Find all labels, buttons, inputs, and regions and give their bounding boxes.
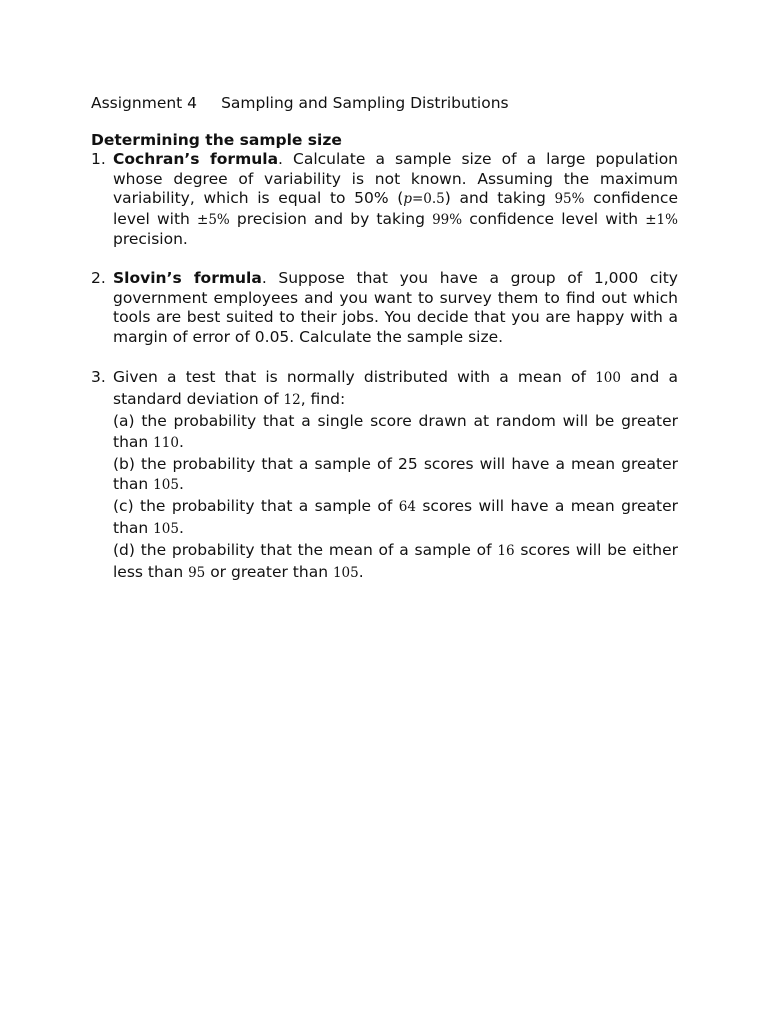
math-variable: p <box>403 191 412 208</box>
question-text: . Calculate a sample size of a large population whose degree of variability is not known. Assuming the maximum variability, which is equal to 50% ( <box>113 150 678 208</box>
part-d <box>113 540 678 584</box>
question-2 <box>91 269 678 347</box>
math-value: 105 <box>153 520 179 537</box>
math-value: 64 <box>398 499 416 516</box>
math-value: 100 <box>595 370 621 387</box>
math-value: 99% <box>432 211 463 228</box>
question-text: (d) the probability that the mean of a sample of <box>113 540 498 559</box>
document-page <box>91 92 678 583</box>
question-text: (b) the probability that a sample of 25 scores will have a mean greater than <box>113 454 678 494</box>
question-number: 2. <box>91 268 106 287</box>
question-3 <box>91 367 678 583</box>
section-title: Determining the sample size <box>91 131 342 149</box>
question-text: . <box>178 432 184 451</box>
math-value: 110 <box>153 434 179 451</box>
math-value: 95 <box>188 564 206 581</box>
math-value: 12 <box>283 392 301 409</box>
assignment-header <box>91 92 678 114</box>
question-body <box>113 269 678 347</box>
question-heading: Slovin’s formula <box>113 268 262 287</box>
question-text: (a) the probability that a single score drawn at random will be greater than <box>113 411 678 451</box>
math-value: 95% <box>554 191 585 208</box>
question-text: scores will have a mean greater than <box>113 497 678 537</box>
question-text: . <box>178 475 184 494</box>
assignment-number: Assignment 4 <box>91 94 198 112</box>
question-text: Given a test that is normally distributed with a mean of <box>113 368 596 387</box>
question-text: confidence level with <box>462 209 646 228</box>
question-text: ) and taking <box>444 189 555 208</box>
question-text: (c) the probability that a sample of <box>113 497 399 516</box>
question-text: . <box>358 562 364 581</box>
part-a <box>113 411 678 454</box>
math-value: ±1% <box>645 211 678 228</box>
math-value: =0.5 <box>411 191 445 208</box>
question-text: and a standard deviation of <box>113 368 678 409</box>
math-value: 105 <box>153 477 179 494</box>
question-text: scores will be either less than <box>113 540 678 581</box>
question-intro <box>113 367 678 411</box>
question-body <box>113 150 678 250</box>
question-1 <box>91 150 678 250</box>
question-text: . Suppose that you have a group of 1,000 city government employees and you want to survey them to find out which tools are best suited to their jobs. You decide that you are happy with a margin of error of 0.05. Calculate the sample size. <box>113 268 678 346</box>
question-text: precision. <box>113 230 188 249</box>
math-value: 105 <box>332 564 359 581</box>
question-number: 1. <box>91 150 106 168</box>
question-text: , find: <box>300 390 346 409</box>
part-b <box>113 454 678 497</box>
question-heading: Cochran’s formula <box>113 150 279 168</box>
math-value: ±5% <box>197 211 230 228</box>
math-value: 16 <box>497 542 515 559</box>
assignment-title: Sampling and Sampling Distributions <box>221 94 509 112</box>
question-body <box>113 367 678 583</box>
question-text: . <box>178 518 184 537</box>
question-text: confidence level with <box>113 189 678 228</box>
question-text: or greater than <box>205 562 333 581</box>
question-text: precision and by taking <box>229 209 433 228</box>
part-c <box>113 496 678 540</box>
question-number: 3. <box>91 368 106 387</box>
